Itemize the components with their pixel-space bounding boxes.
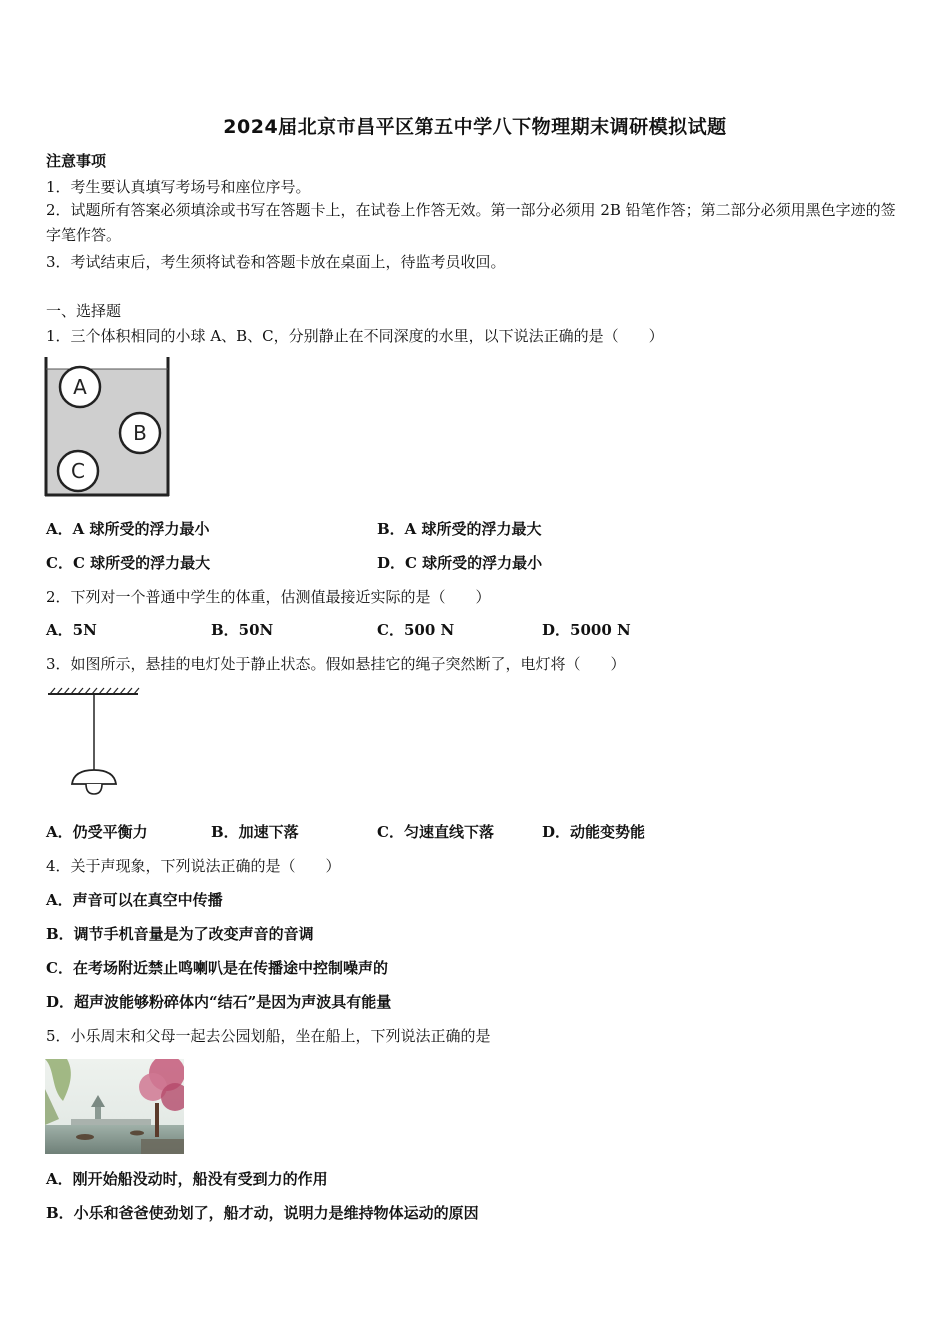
section-heading: 一、选择题	[46, 302, 122, 320]
option-d: D．C 球所受的浮力最小	[377, 554, 543, 572]
balls-in-water-figure	[44, 357, 172, 499]
option-c: C．匀速直线下落	[377, 823, 494, 841]
option-b: B．A 球所受的浮力最大	[377, 520, 542, 538]
ball-c-label: C	[71, 459, 85, 483]
ball-b	[120, 413, 160, 453]
option-c: C．在考场附近禁止鸣喇叭是在传播途中控制噪声的	[46, 959, 388, 977]
ball-a	[60, 367, 100, 407]
option-d: D．动能变势能	[542, 823, 646, 841]
option-b: B．小乐和爸爸使劲划了，船才动，说明力是维持物体运动的原因	[46, 1204, 479, 1222]
ball-c	[58, 451, 98, 491]
light-bulb	[86, 784, 102, 794]
note-item: 2．试题所有答案必须填涂或书写在答题卡上，在试卷上作答无效。第一部分必须用 2B 铅笔作答；第二部分必须用黑色字迹的签字笔作答。	[46, 201, 896, 244]
ball-b-label: B	[133, 421, 147, 445]
boat	[76, 1134, 94, 1140]
ball-a-label: A	[73, 375, 87, 399]
hanging-lamp-figure	[44, 686, 144, 802]
question-stem: 2．下列对一个普通中学生的体重，估测值最接近实际的是（ ）	[46, 588, 491, 606]
question-stem: 5．小乐周末和父母一起去公园划船，坐在船上，下列说法正确的是	[46, 1027, 491, 1045]
option-d: D．5000 N	[542, 621, 631, 639]
option-b: B．加速下落	[211, 823, 299, 841]
option-a: A．5N	[46, 621, 97, 639]
rocks	[141, 1139, 184, 1154]
option-a: A．声音可以在真空中传播	[46, 891, 223, 909]
option-c: C．C 球所受的浮力最大	[46, 554, 211, 572]
park-boat-photo	[45, 1059, 184, 1154]
notes-heading: 注意事项	[46, 152, 107, 170]
option-a: A．刚开始船没动时，船没有受到力的作用	[46, 1170, 328, 1188]
option-b: B．调节手机音量是为了改变声音的音调	[46, 925, 314, 943]
option-b: B．50N	[211, 621, 274, 639]
note-item: 3．考试结束后，考生须将试卷和答题卡放在桌面上，待监考员收回。	[46, 253, 506, 271]
question-stem: 4．关于声现象，下列说法正确的是（ ）	[46, 857, 341, 875]
lamp-shade	[72, 770, 116, 784]
note-item: 1．考生要认真填写考场号和座位序号。	[46, 178, 311, 196]
question-stem: 3．如图所示，悬挂的电灯处于静止状态。假如悬挂它的绳子突然断了，电灯将（ ）	[46, 655, 626, 673]
option-d: D．超声波能够粉碎体内“结石”是因为声波具有能量	[46, 993, 392, 1011]
option-c: C．500 N	[377, 621, 455, 639]
question-stem: 1．三个体积相同的小球 A、B、C，分别静止在不同深度的水里，以下说法正确的是（ ）	[46, 327, 664, 345]
option-a: A．仍受平衡力	[46, 823, 148, 841]
page-title: 2024届北京市昌平区第五中学八下物理期末调研模拟试题	[223, 116, 727, 138]
option-a: A．A 球所受的浮力最小	[46, 520, 210, 538]
